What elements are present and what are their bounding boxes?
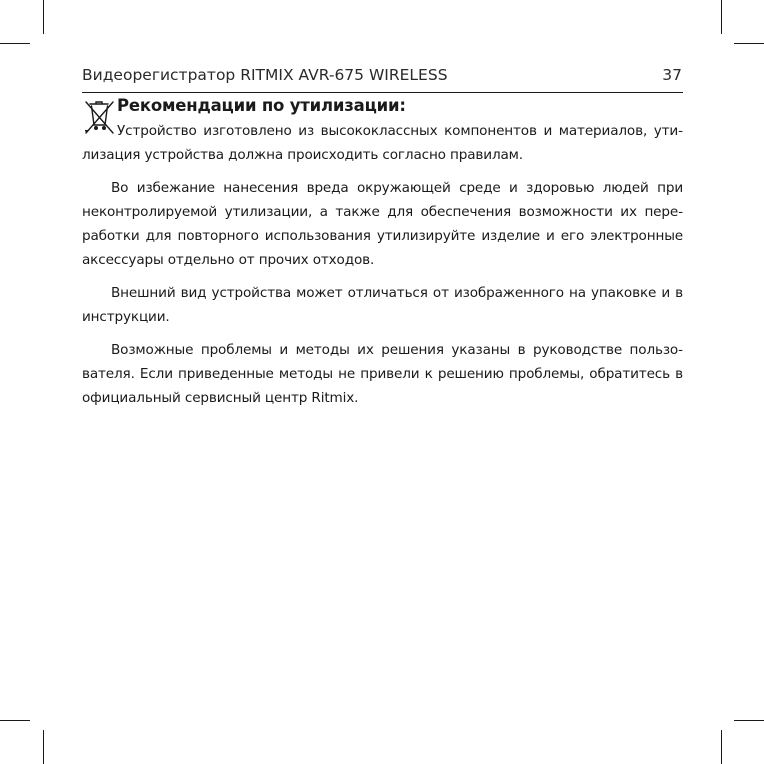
- paragraph-appearance: Внешний вид устройства может отличаться от изображенного на упаковке и в инструкции.: [82, 285, 683, 325]
- header-rule: [82, 92, 683, 93]
- document-title: Видеорегистратор RITMIX AVR-675 WIRELESS: [82, 66, 448, 84]
- crop-mark-bottom-left-horizontal: [0, 720, 30, 721]
- paragraph-environment: Во избежание нанесения вреда окружающей среде и здоровью людей при неконтролируемой утилизации, а также для обеспечения возможности их переработки для повторного использования утилизируйте изделие и его электронные аксессуары отдельно от прочих отходов.: [82, 180, 683, 268]
- running-header: [82, 64, 682, 86]
- section-heading: Рекомендации по утилизации:: [117, 96, 406, 115]
- crop-mark-top-right-vertical: [721, 0, 722, 34]
- crop-mark-bottom-right-vertical: [721, 730, 722, 764]
- crop-mark-bottom-right-horizontal: [734, 720, 764, 721]
- page-number: 37: [662, 66, 682, 84]
- crop-mark-top-right-horizontal: [734, 43, 764, 44]
- paragraph-disposal-intro: Устройство изготовлено из высококлассных компонентов и материалов, утилизация устройства должна происходить согласно правилам.: [82, 123, 683, 163]
- crop-mark-top-left-vertical: [43, 0, 44, 34]
- crop-mark-top-left-horizontal: [0, 43, 30, 44]
- body-text: [82, 119, 683, 419]
- paragraph-troubleshooting: Возможные проблемы и методы их решения указаны в руководстве пользователя. Если приведенные методы не привели к решению проблемы, обратитесь в официальный сервисный центр Ritmix.: [82, 342, 683, 406]
- crop-mark-bottom-left-vertical: [43, 730, 44, 764]
